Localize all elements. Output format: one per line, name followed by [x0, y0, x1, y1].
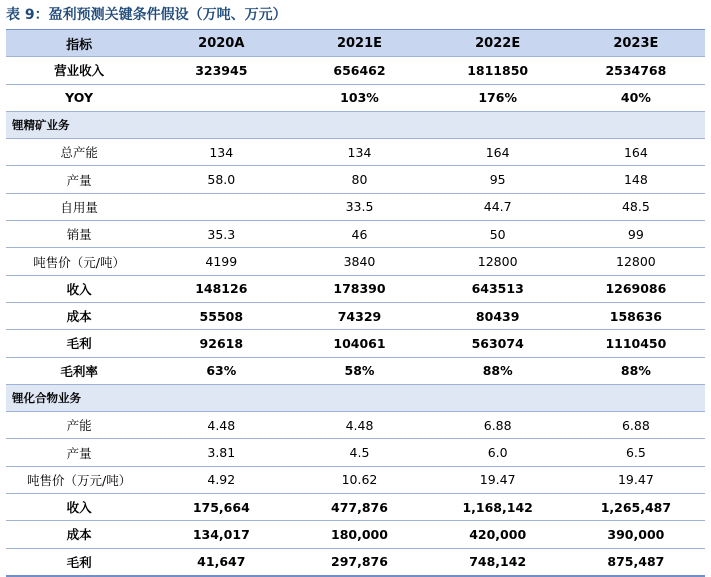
row-label: 毛利: [66, 554, 92, 570]
table-cell: 10.62: [341, 472, 378, 488]
table-cell: 44.7: [483, 199, 512, 215]
forecast-table: [6, 29, 705, 577]
table-cell: 40%: [620, 90, 651, 106]
table-row: [6, 330, 705, 357]
table-cell: 175,664: [192, 499, 250, 515]
table-cell: 19.47: [617, 472, 654, 488]
header-2021e: 2021E: [290, 30, 428, 57]
table-cell: 12800: [616, 254, 656, 270]
table-cell: 875,487: [607, 554, 665, 570]
table-cell: 48.5: [621, 199, 650, 215]
table-cell: 4.48: [207, 417, 236, 433]
table-cell: 4.5: [349, 445, 370, 461]
table-row: [6, 521, 705, 548]
table-cell: 41,647: [197, 554, 246, 570]
table-cell: 656462: [333, 62, 386, 78]
row-label: 产量: [66, 172, 92, 188]
table-cell: 99: [627, 226, 644, 242]
row-label: 吨售价（万元/吨）: [26, 472, 132, 488]
table-cell: 164: [623, 144, 648, 160]
table-caption: 表 9：盈利预测关键条件假设（万吨、万元）: [6, 7, 287, 23]
header-2022e: 2022E: [429, 30, 567, 57]
table-row: [6, 275, 705, 302]
table-cell: 19.47: [479, 472, 516, 488]
header-2020a: 2020A: [152, 30, 290, 57]
table-cell: 3.81: [207, 445, 236, 461]
table-row: [6, 302, 705, 329]
table-cell: 164: [485, 144, 510, 160]
table-cell: 88%: [482, 363, 513, 379]
table-cell: 80439: [475, 308, 520, 324]
header-indicator: 指标: [6, 30, 152, 57]
section-label: 锂精矿业务: [6, 111, 705, 138]
section-header-row: [6, 111, 705, 138]
table-row: [6, 439, 705, 466]
row-label: 吨售价（元/吨）: [33, 254, 125, 270]
table-header-row: [6, 30, 705, 57]
table-cell: 563074: [471, 335, 524, 351]
row-label: 收入: [66, 281, 92, 297]
header-2023e: 2023E: [567, 30, 705, 57]
table-cell: 2534768: [605, 62, 667, 78]
row-label: 营业收入: [54, 63, 105, 79]
row-label: 产量: [66, 445, 92, 461]
table-cell: 1,168,142: [462, 499, 533, 515]
table-cell: 63%: [206, 363, 237, 379]
table-row: [6, 357, 705, 384]
table-cell: 477,876: [331, 499, 388, 515]
table-cell: 148126: [195, 281, 248, 297]
table-cell: 6.88: [483, 417, 512, 433]
table-cell: 80: [351, 172, 368, 188]
table-cell: 748,142: [469, 554, 527, 570]
table-row: [6, 412, 705, 439]
table-cell: 134: [209, 144, 234, 160]
row-label: 毛利: [66, 336, 92, 352]
section-header-row: [6, 384, 705, 411]
table-cell: 6.5: [625, 445, 646, 461]
table-cell: 58%: [344, 363, 375, 379]
table-cell: 3840: [343, 254, 376, 270]
table-cell: 92618: [199, 335, 244, 351]
table-cell: 55508: [199, 308, 244, 324]
table-cell: 6.0: [487, 445, 508, 461]
table-row: [6, 193, 705, 220]
row-label: 总产能: [60, 145, 98, 161]
table-cell: 1269086: [605, 281, 667, 297]
table-cell: 4.92: [207, 472, 236, 488]
table-cell: 148: [623, 172, 648, 188]
table-row: [6, 84, 705, 111]
table-cell: 323945: [195, 62, 248, 78]
table-cell: 58.0: [207, 172, 236, 188]
table-cell: 74329: [337, 308, 382, 324]
row-label: 毛利率: [60, 363, 98, 379]
table-cell: 297,876: [331, 554, 388, 570]
table-cell: 6.88: [621, 417, 650, 433]
table-cell: 176%: [478, 90, 517, 106]
table-cell: 4.48: [345, 417, 374, 433]
table-cell: 1110450: [605, 335, 667, 351]
table-cell: [152, 84, 290, 111]
table-cell: 420,000: [469, 526, 527, 542]
table-row: [6, 548, 705, 576]
table-row: [6, 139, 705, 166]
table-row: [6, 494, 705, 521]
table-cell: 12800: [477, 254, 518, 270]
table-cell: 178390: [333, 281, 386, 297]
table-cell: 134,017: [192, 526, 250, 542]
table-cell: 33.5: [345, 199, 374, 215]
table-cell: 158636: [609, 308, 662, 324]
row-label: 销量: [66, 227, 92, 243]
table-cell: 35.3: [207, 226, 236, 242]
table-cell: 1,265,487: [600, 499, 672, 515]
table-cell: 643513: [471, 281, 524, 297]
table-row: [6, 57, 705, 84]
table-cell: [152, 193, 290, 220]
row-label: 自用量: [60, 199, 98, 215]
table-cell: 46: [351, 226, 368, 242]
table-row: [6, 166, 705, 193]
row-label: YOY: [65, 90, 94, 106]
table-cell: 390,000: [607, 526, 665, 542]
table-cell: 180,000: [331, 526, 388, 542]
row-label: 成本: [66, 309, 92, 325]
table-cell: 4199: [205, 254, 238, 270]
table-cell: 104061: [333, 335, 386, 351]
row-label: 成本: [66, 527, 92, 543]
row-label: 产能: [66, 418, 92, 434]
table-cell: 134: [347, 144, 372, 160]
table-cell: 95: [489, 172, 506, 188]
section-label: 锂化合物业务: [6, 384, 705, 411]
table-cell: 103%: [340, 90, 379, 106]
table-row: [6, 221, 705, 248]
table-cell: 1811850: [467, 62, 529, 78]
table-cell: 88%: [620, 363, 651, 379]
table-body: [6, 57, 705, 576]
table-row: [6, 248, 705, 275]
table-row: [6, 466, 705, 493]
table-cell: 50: [489, 226, 506, 242]
row-label: 收入: [66, 500, 92, 516]
